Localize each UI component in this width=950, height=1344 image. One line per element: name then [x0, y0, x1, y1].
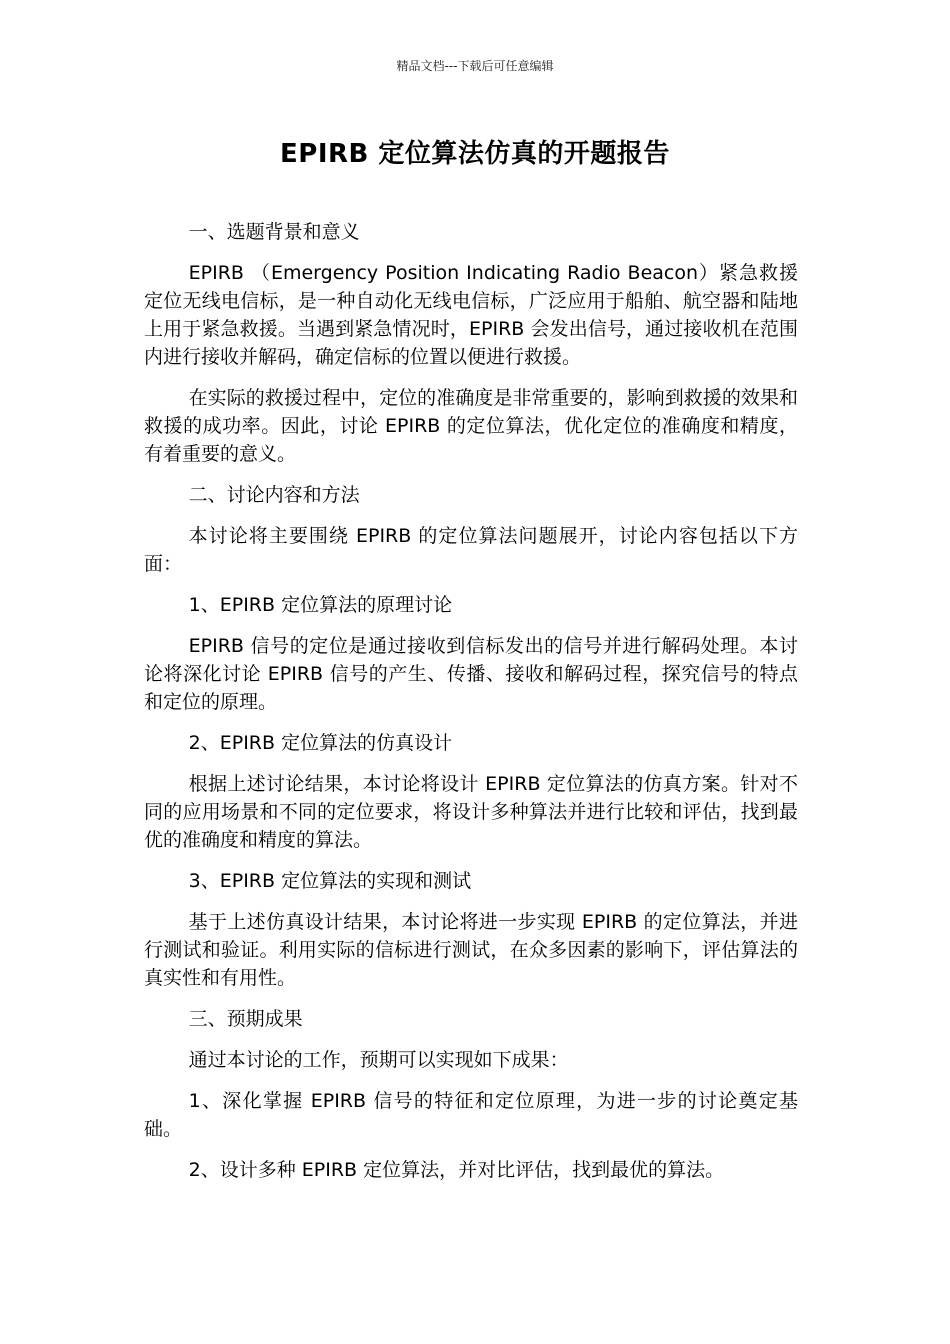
page-header: 精品文档---下载后可任意编辑: [396, 59, 554, 73]
paragraph-importance: 在实际的救援过程中，定位的准确度是非常重要的，影响到救援的效果和救援的成功率。因此，讨论 EPIRB 的定位算法，优化定位的准确度和精度，有着重要的意义。: [144, 387, 798, 465]
list-item-result-1: 1、深化掌握 EPIRB 信号的特征和定位原理，为进一步的讨论奠定基础。: [144, 1090, 798, 1140]
paragraph-expected-intro: 通过本讨论的工作，预期可以实现如下成果：: [188, 1049, 569, 1071]
section-heading-content-method: 二、讨论内容和方法: [188, 484, 360, 506]
paragraph-implementation-test: 基于上述仿真设计结果，本讨论将进一步实现 EPIRB 的定位算法，并进行测试和验证。利用实际的信标进行测试，在众多因素的影响下，评估算法的真实性和有用性。: [144, 911, 798, 989]
paragraph-principle: EPIRB 信号的定位是通过接收到信标发出的信号并进行解码处理。本讨论将深化讨论 EPIRB 信号的产生、传播、接收和解码过程，探究信号的特点和定位的原理。: [144, 635, 798, 713]
document-body: [144, 218, 798, 1197]
document-title: EPIRB 定位算法仿真的开题报告: [280, 139, 670, 169]
subheading-implementation-test: 3、EPIRB 定位算法的实现和测试: [188, 870, 472, 892]
subheading-simulation-design: 2、EPIRB 定位算法的仿真设计: [188, 732, 453, 754]
section-heading-expected-results: 三、预期成果: [188, 1008, 303, 1030]
paragraph-simulation-design: 根据上述讨论结果，本讨论将设计 EPIRB 定位算法的仿真方案。针对不同的应用场景和不同的定位要求，将设计多种算法并进行比较和评估，找到最优的准确度和精度的算法。: [144, 773, 798, 851]
paragraph-epirb-intro: EPIRB （Emergency Position Indicating Radio Beacon）紧急救援定位无线电信标，是一种自动化无线电信标，广泛应用于船舶、航空器和陆地上用于紧急救援。当遇到紧急情况时，EPIRB 会发出信号，通过接收机在范围内进行接收并解码，确定信标的位置以便进行救援。: [144, 262, 798, 368]
subheading-principle: 1、EPIRB 定位算法的原理讨论: [188, 594, 453, 616]
list-item-result-2: 2、设计多种 EPIRB 定位算法，并对比评估，找到最优的算法。: [188, 1159, 725, 1181]
section-heading-background: 一、选题背景和意义: [188, 221, 360, 243]
paragraph-scope: 本讨论将主要围绕 EPIRB 的定位算法问题展开，讨论内容包括以下方面：: [144, 525, 798, 575]
